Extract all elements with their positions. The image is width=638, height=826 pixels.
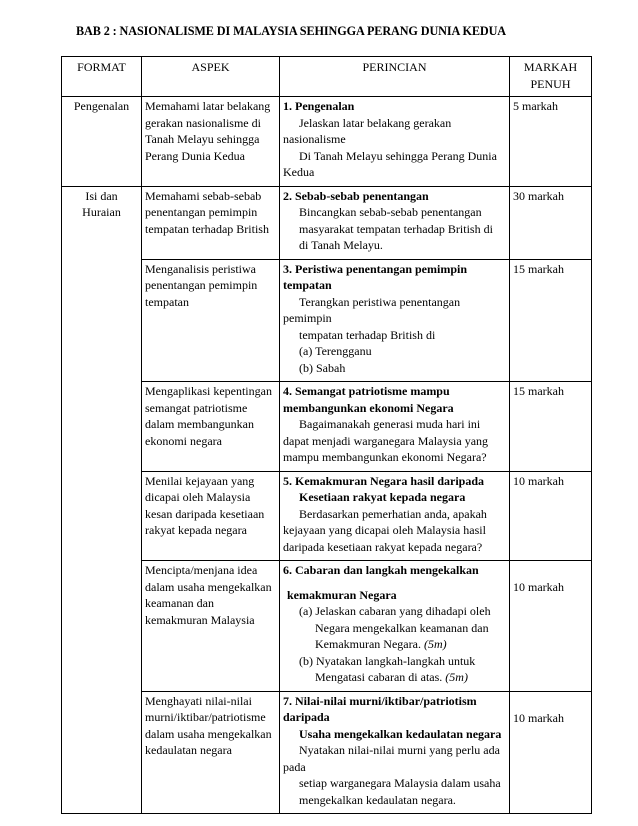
item-title: 2. Sebab-sebab penentangan (283, 188, 429, 203)
aspek-cell: Mengaplikasi kepentingan semangat patriotisme dalam membangunkan ekonomi negara (142, 382, 280, 472)
item-line: Terangkan peristiwa penentangan (299, 294, 461, 309)
item-title: 4. Semangat patriotisme mampu (283, 384, 450, 398)
rubric-table (61, 56, 592, 814)
markah-cell: 10 markah (510, 561, 592, 692)
perincian-cell (280, 259, 510, 382)
item-line: di Tanah Melayu. (299, 238, 383, 252)
markah-cell: 10 markah (510, 471, 592, 561)
item-line: Bincangkan sebab-sebab penentangan (299, 205, 482, 219)
header-row (62, 57, 592, 97)
item-line: daripada kesetiaan rakyat kepada negara? (283, 539, 483, 554)
markah-cell: 10 markah (510, 691, 592, 814)
item-line: (b) Sabah (299, 360, 346, 375)
item-text: Mengatasi cabaran di atas. (315, 670, 446, 684)
item-line: (b) Nyatakan langkah-langkah untuk (299, 653, 476, 668)
header-aspek: ASPEK (142, 57, 280, 97)
item-title: tempatan (283, 278, 332, 292)
format-cell-group: Isi dan Huraian (62, 186, 142, 814)
item-line: setiap warganegara Malaysia dalam usaha (299, 776, 501, 790)
item-title: Kesetiaan rakyat kepada negara (299, 490, 466, 504)
item-line: mampu membangunkan ekonomi Negara? (283, 450, 487, 464)
item-line: kejayaan yang dicapai oleh Malaysia hasil (283, 523, 486, 537)
aspek-cell: Menilai kejayaan yang dicapai oleh Malaysia kesan daripada kesetiaan rakyat kepada negara (142, 471, 280, 561)
item-title: daripada (283, 710, 330, 724)
table-row (62, 471, 592, 561)
markah-cell: 15 markah (510, 382, 592, 472)
perincian-cell (280, 382, 510, 472)
item-title: 1. Pengenalan (283, 99, 355, 113)
header-markah-line2: PENUH (530, 76, 571, 91)
item-title: 6. Cabaran dan langkah mengekalkan (283, 563, 479, 577)
header-perincian: PERINCIAN (280, 57, 510, 97)
item-title: 3. Peristiwa penentangan pemimpin (283, 261, 468, 276)
aspek-cell: Mencipta/menjana idea dalam usaha mengekalkan keamanan dan kemakmuran Malaysia (142, 561, 280, 692)
markah-cell: 15 markah (510, 259, 592, 382)
item-line: nasionalisme (283, 132, 346, 146)
aspek-cell: Menghayati nilai-nilai murni/iktibar/patriotisme dalam usaha mengekalkan kedaulatan negara (142, 691, 280, 814)
perincian-cell (280, 471, 510, 561)
table-row (62, 186, 592, 259)
item-line: masyarakat tempatan terhadap British di (299, 221, 493, 236)
item-line: (a) Terengganu (299, 344, 372, 358)
item-title: 7. Nilai-nilai murni/iktibar/patriotism (283, 693, 477, 708)
markah-cell: 5 markah (510, 97, 592, 187)
item-title: 5. Kemakmuran Negara hasil daripada (283, 473, 485, 488)
header-format: FORMAT (62, 57, 142, 97)
aspek-cell: Menganalisis peristiwa penentangan pemimpin tempatan (142, 259, 280, 382)
item-line: pemimpin (283, 311, 332, 325)
item-line: Berdasarkan pemerhatian anda, apakah (299, 506, 487, 521)
item-line: Bagaimanakah generasi muda hari ini (299, 417, 481, 431)
document-heading: BAB 2 : NASIONALISME DI MALAYSIA SEHINGGA PERANG DUNIA KEDUA (76, 24, 506, 38)
perincian-cell (280, 97, 510, 187)
perincian-cell (280, 691, 510, 814)
item-line: Di Tanah Melayu sehingga Perang Dunia (299, 148, 497, 163)
perincian-cell (280, 186, 510, 259)
item-line: Jelaskan latar belakang gerakan (299, 115, 452, 130)
item-line: Nyatakan nilai-nilai murni yang perlu ada (299, 743, 500, 757)
item-line: mengekalkan kedaulatan negara. (299, 792, 456, 807)
item-title: kemakmuran Negara (287, 587, 397, 602)
aspek-cell: Memahami latar belakang gerakan nasionalisme di Tanah Melayu sehingga Perang Dunia Kedua (142, 97, 280, 187)
item-line: Negara mengekalkan keamanan dan (315, 620, 489, 635)
table-row (62, 561, 592, 692)
item-title: Usaha mengekalkan kedaulatan negara (299, 726, 502, 741)
marks-label: (5m) (445, 670, 468, 684)
table-row (62, 691, 592, 814)
table-row (62, 382, 592, 472)
item-line: pada (283, 759, 306, 774)
aspek-cell: Memahami sebab-sebab penentangan pemimpin tempatan terhadap British (142, 186, 280, 259)
header-markah-line1: MARKAH (523, 60, 578, 74)
table-row (62, 259, 592, 382)
perincian-cell (280, 561, 510, 692)
item-line: Kedua (283, 165, 315, 179)
item-line: tempatan terhadap British di (299, 327, 436, 342)
markah-cell: 30 markah (510, 186, 592, 259)
header-markah (510, 57, 592, 97)
item-title: membangunkan ekonomi Negara (283, 400, 454, 415)
item-line (283, 636, 506, 653)
item-line: dapat menjadi warganegara Malaysia yang (283, 433, 489, 448)
item-line (283, 669, 506, 686)
item-line: (a) Jelaskan cabaran yang dihadapi oleh (299, 604, 491, 618)
table-row (62, 97, 592, 187)
marks-label: (5m) (423, 637, 447, 651)
format-cell: Pengenalan (62, 97, 142, 187)
item-text: Kemakmuran Negara. (315, 637, 424, 651)
